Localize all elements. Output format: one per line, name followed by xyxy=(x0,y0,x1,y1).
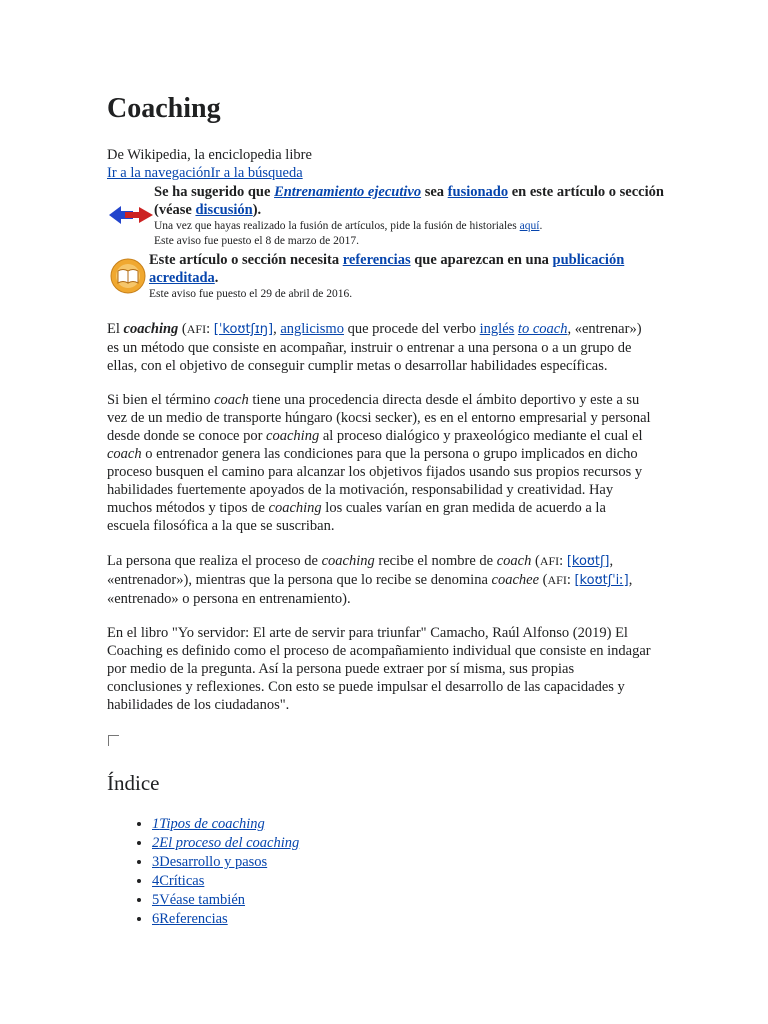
paragraph-intro: El coaching (AFI: [ˈkoʊtʃɪŋ], anglicismo que procede del verbo inglés to coach, «entrenar») es un método que consiste en acompañar, instruir o entrenar a una persona o a un grupo de ellas, con el objetivo de conseguir cumplir metas o desarrollar habilidades específicas. xyxy=(107,321,642,374)
toc-link[interactable] xyxy=(152,873,204,889)
toc-toggle-checkbox[interactable] xyxy=(108,735,119,746)
toc-label: Véase también xyxy=(159,892,246,908)
ipa-coach-link[interactable]: [koʊtʃ] xyxy=(566,554,610,569)
toc-link[interactable] xyxy=(152,835,299,851)
entrenamiento-ejecutivo-link[interactable]: Entrenamiento ejecutivo xyxy=(274,184,422,200)
toc-label: Desarrollo y pasos xyxy=(159,854,268,870)
toc-link[interactable] xyxy=(152,854,267,870)
book-icon xyxy=(110,258,146,299)
ipa-coaching-link[interactable]: [ˈkoʊtʃɪŋ] xyxy=(213,322,274,337)
toc-number: 1 xyxy=(152,816,160,832)
toc-list xyxy=(107,815,299,929)
toc-label: El proceso del coaching xyxy=(159,835,300,851)
toc-number: 3 xyxy=(152,854,160,870)
aqui-link[interactable]: aquí xyxy=(519,220,540,232)
toc-item xyxy=(152,853,299,872)
paragraph-origin: Si bien el término coach tiene una procedencia directa desde el ámbito deportivo y este a su vez de un medio de transporte húngaro (kocsi secker), es en el entorno empresarial y personal desde donde se conoce por coaching al proceso dialógico y praxeológico mediante el cual el coach o entrenador genera las condiciones para que la persona o grupo implicados en dicho proceso busquen el camino para alcanzar los objetivos fijados usando sus propios recursos y habilidades fuertemente apoyados de la motivación, responsabilidad y creatividad. Hay muchos métodos y tipos de coaching los cuales varían en gran medida de acuerdo a la escuela filosófica a la que se suscriban. xyxy=(107,392,651,534)
merge-arrows-icon xyxy=(109,205,153,230)
toc-label: Referencias xyxy=(159,911,228,927)
merge-notice-hint: Una vez que hayas realizado la fusión de artículos, pide la fusión de historiales aquí. xyxy=(154,220,543,232)
merge-notice-text: Se ha sugerido que Entrenamiento ejecutivo sea fusionado en este artículo o sección (véase discusión). xyxy=(154,184,664,218)
toc-number: 2 xyxy=(152,835,160,851)
site-tagline: De Wikipedia, la enciclopedia libre xyxy=(107,147,312,163)
toc-heading: Índice xyxy=(107,771,160,795)
toc-item xyxy=(152,910,299,929)
page-title: Coaching xyxy=(107,93,221,124)
toc-number: 5 xyxy=(152,892,160,908)
toc-item xyxy=(152,872,299,891)
merge-notice-date: Este aviso fue puesto el 8 de marzo de 2017. xyxy=(154,235,360,247)
paragraph-book: En el libro "Yo servidor: El arte de servir para triunfar" Camacho, Raúl Alfonso (2019) El Coaching es definido como el proceso de acompañamiento individual que consiste en indagar por medio de la pregunta. Así la persona puede extraer por sí misma, sus propias conclusiones y reflexiones. Con esto se puede impulsar el desarrollo de las capacidades y habilidades de los ciudadanos". xyxy=(107,625,651,713)
toc-item xyxy=(152,834,299,853)
toc-item xyxy=(152,815,299,834)
toc-link[interactable] xyxy=(152,911,228,927)
jump-to-navigation-link[interactable]: Ir a la navegación xyxy=(107,165,211,181)
toc-label: Tipos de coaching xyxy=(159,816,265,832)
paragraph-roles: La persona que realiza el proceso de coaching recibe el nombre de coach (AFI: [koʊtʃ], «entrenador»), mientras que la persona que lo recibe se denomina coachee (AFI: [koʊtʃˈiː], «entrenado» o persona en entrenamiento). xyxy=(107,553,633,607)
discusion-link[interactable]: discusión xyxy=(195,202,253,218)
toc-number: 4 xyxy=(152,873,160,889)
references-notice-date: Este aviso fue puesto el 29 de abril de 2016. xyxy=(149,288,353,300)
fusionado-link[interactable]: fusionado xyxy=(447,184,509,200)
referencias-link[interactable]: referencias xyxy=(342,252,411,268)
jump-to-search-link[interactable]: Ir a la búsqueda xyxy=(210,165,303,181)
anglicismo-link[interactable]: anglicismo xyxy=(280,321,344,337)
toc-link[interactable] xyxy=(152,892,245,908)
toc-item xyxy=(152,891,299,910)
publicacion-acreditada-link[interactable]: publicación acreditada xyxy=(149,252,625,286)
references-notice-text: Este artículo o sección necesita referencias que aparezcan en una publicación acreditada. xyxy=(149,252,625,286)
jump-links xyxy=(107,164,303,182)
to-coach-link[interactable]: to coach xyxy=(517,321,568,337)
merge-notice xyxy=(107,183,663,249)
references-notice xyxy=(107,251,663,301)
ipa-coachee-link[interactable]: [koʊtʃˈiː] xyxy=(574,573,629,588)
toc-link[interactable] xyxy=(152,816,265,832)
ingles-link[interactable]: inglés xyxy=(479,321,515,337)
toc-number: 6 xyxy=(152,911,160,927)
toc-label: Críticas xyxy=(159,873,205,889)
